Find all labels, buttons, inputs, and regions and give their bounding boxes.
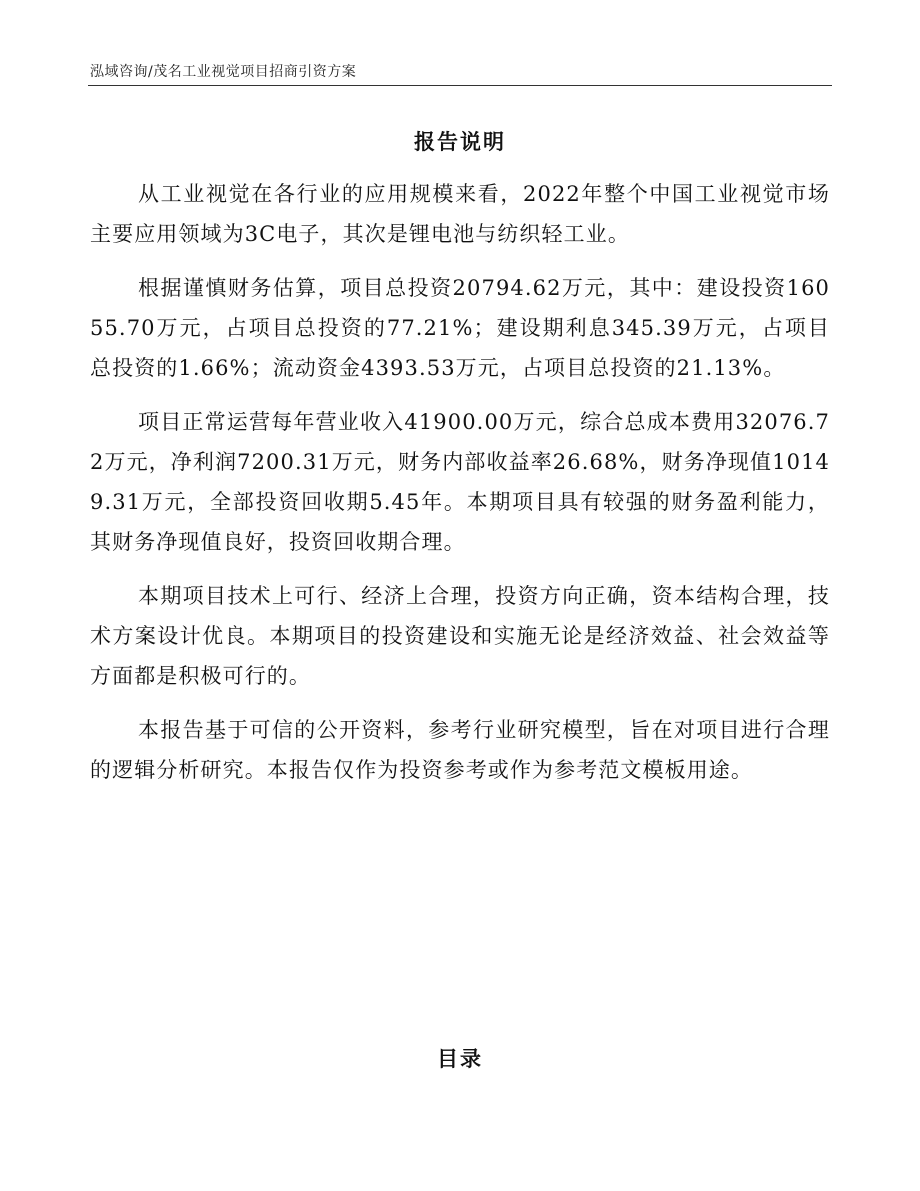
paragraph-financial-results: 项目正常运营每年营业收入41900.00万元，综合总成本费用32076.72万元，净利润7200.31万元，财务内部收益率26.68%，财务净现值10149.31万元，全部投资回收期5.45年。本期项目具有较强的财务盈利能力，其财务净现值良好，投资回收期合理。 xyxy=(90,410,830,554)
running-header: 泓域咨询/茂名工业视觉项目招商引资方案 xyxy=(90,64,357,80)
paragraph-disclaimer: 本报告基于可信的公开资料，参考行业研究模型，旨在对项目进行合理的逻辑分析研究。本报告仅作为投资参考或作为参考范文模板用途。 xyxy=(90,718,830,782)
paragraph-feasibility: 本期项目技术上可行、经济上合理，投资方向正确，资本结构合理，技术方案设计优良。本期项目的投资建设和实施无论是经济效益、社会效益等方面都是积极可行的。 xyxy=(90,584,830,688)
paragraph-investment-estimate: 根据谨慎财务估算，项目总投资20794.62万元，其中：建设投资16055.70万元，占项目总投资的77.21%；建设期利息345.39万元，占项目总投资的1.66%；流动资金4393.53万元，占项目总投资的21.13%。 xyxy=(90,276,830,380)
report-body xyxy=(90,174,830,804)
paragraph-market-overview: 从工业视觉在各行业的应用规模来看，2022年整个中国工业视觉市场主要应用领域为3C电子，其次是锂电池与纺织轻工业。 xyxy=(90,182,830,246)
toc-title: 目录 xyxy=(437,1046,483,1071)
report-title: 报告说明 xyxy=(414,129,506,154)
header-divider xyxy=(88,85,832,86)
